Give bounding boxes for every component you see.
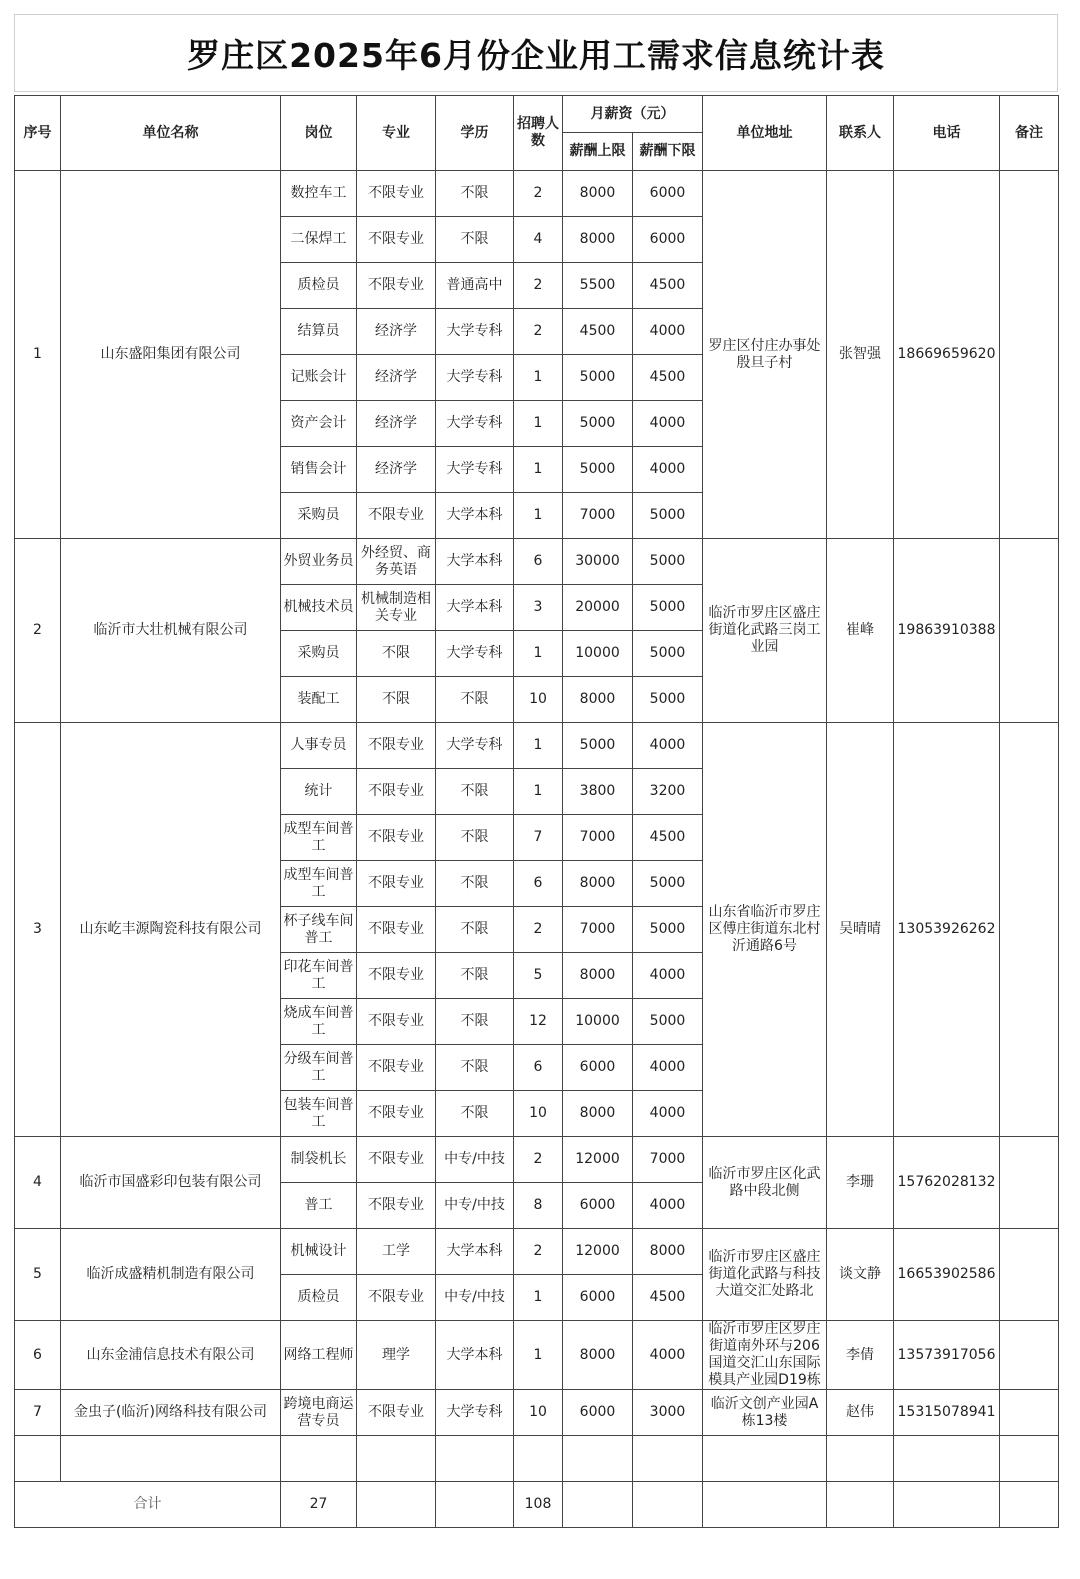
salary-min-cell: 4000: [633, 1091, 703, 1137]
count-cell: 6: [514, 1045, 563, 1091]
salary-min-cell: 4000: [633, 309, 703, 355]
header-salary-max: 薪酬上限: [563, 133, 633, 171]
count-cell: 2: [514, 309, 563, 355]
salary-max-cell: 8000: [563, 1091, 633, 1137]
salary-max-cell: 6000: [563, 1045, 633, 1091]
table-row: [15, 723, 1059, 769]
major-cell: 不限: [357, 631, 436, 677]
salary-min-cell: 4000: [633, 1183, 703, 1229]
position-cell: 机械设计: [281, 1229, 357, 1275]
education-cell: 大学本科: [436, 585, 514, 631]
education-cell: 大学专科: [436, 401, 514, 447]
position-cell: 二保焊工: [281, 217, 357, 263]
salary-max-cell: 3800: [563, 769, 633, 815]
contact-cell: 张智强: [827, 171, 894, 539]
header-major: 专业: [357, 96, 436, 171]
count-cell: 2: [514, 263, 563, 309]
salary-min-cell: 4000: [633, 953, 703, 999]
position-cell: 销售会计: [281, 447, 357, 493]
salary-max-cell: 20000: [563, 585, 633, 631]
education-cell: 不限: [436, 953, 514, 999]
position-cell: 质检员: [281, 1275, 357, 1321]
blank-cell: [281, 1436, 357, 1482]
salary-min-cell: 5000: [633, 999, 703, 1045]
phone-cell: 18669659620: [894, 171, 1000, 539]
salary-max-cell: 5000: [563, 447, 633, 493]
total-empty: [563, 1482, 633, 1528]
header-seq: 序号: [15, 96, 61, 171]
count-cell: 1: [514, 1275, 563, 1321]
count-cell: 12: [514, 999, 563, 1045]
seq-cell: 1: [15, 171, 61, 539]
salary-min-cell: 6000: [633, 217, 703, 263]
education-cell: 不限: [436, 1091, 514, 1137]
company-name-cell: 山东金浦信息技术有限公司: [61, 1321, 281, 1390]
education-cell: 不限: [436, 999, 514, 1045]
salary-min-cell: 4000: [633, 447, 703, 493]
salary-min-cell: 4500: [633, 815, 703, 861]
education-cell: 不限: [436, 171, 514, 217]
blank-row: [15, 1436, 1059, 1482]
contact-cell: 谈文静: [827, 1229, 894, 1321]
salary-min-cell: 4000: [633, 401, 703, 447]
note-cell: [1000, 1229, 1059, 1321]
position-cell: 质检员: [281, 263, 357, 309]
table-row: [15, 1390, 1059, 1436]
contact-cell: 吴晴晴: [827, 723, 894, 1137]
note-cell: [1000, 1321, 1059, 1390]
major-cell: 不限专业: [357, 1045, 436, 1091]
company-name-cell: 金虫子(临沂)网络科技有限公司: [61, 1390, 281, 1436]
major-cell: 不限专业: [357, 217, 436, 263]
total-empty: [633, 1482, 703, 1528]
salary-min-cell: 5000: [633, 861, 703, 907]
salary-min-cell: 5000: [633, 907, 703, 953]
note-cell: [1000, 1390, 1059, 1436]
salary-min-cell: 5000: [633, 631, 703, 677]
position-cell: 印花车间普工: [281, 953, 357, 999]
position-cell: 结算员: [281, 309, 357, 355]
salary-max-cell: 4500: [563, 309, 633, 355]
note-cell: [1000, 723, 1059, 1137]
blank-cell: [563, 1436, 633, 1482]
contact-cell: 李珊: [827, 1137, 894, 1229]
phone-cell: 16653902586: [894, 1229, 1000, 1321]
seq-cell: 4: [15, 1137, 61, 1229]
salary-max-cell: 10000: [563, 999, 633, 1045]
position-cell: 数控车工: [281, 171, 357, 217]
blank-cell: [894, 1436, 1000, 1482]
education-cell: 大学专科: [436, 723, 514, 769]
position-cell: 装配工: [281, 677, 357, 723]
count-cell: 2: [514, 1229, 563, 1275]
education-cell: 大学本科: [436, 1321, 514, 1390]
count-cell: 5: [514, 953, 563, 999]
education-cell: 大学专科: [436, 309, 514, 355]
salary-min-cell: 7000: [633, 1137, 703, 1183]
count-cell: 10: [514, 677, 563, 723]
salary-max-cell: 6000: [563, 1275, 633, 1321]
total-label: 合计: [15, 1482, 281, 1528]
title-box: [14, 14, 1058, 92]
salary-min-cell: 5000: [633, 585, 703, 631]
position-cell: 包装车间普工: [281, 1091, 357, 1137]
position-cell: 统计: [281, 769, 357, 815]
page-title: 罗庄区2025年6月份企业用工需求信息统计表: [187, 35, 885, 75]
major-cell: 外经贸、商务英语: [357, 539, 436, 585]
address-cell: 临沂市罗庄区罗庄街道南外环与206国道交汇山东国际模具产业园D19栋: [703, 1321, 827, 1390]
phone-cell: 13573917056: [894, 1321, 1000, 1390]
education-cell: 中专/中技: [436, 1183, 514, 1229]
education-cell: 不限: [436, 861, 514, 907]
major-cell: 不限专业: [357, 769, 436, 815]
count-cell: 2: [514, 171, 563, 217]
major-cell: 不限专业: [357, 493, 436, 539]
salary-min-cell: 4500: [633, 263, 703, 309]
position-cell: 采购员: [281, 493, 357, 539]
major-cell: 理学: [357, 1321, 436, 1390]
position-cell: 网络工程师: [281, 1321, 357, 1390]
salary-min-cell: 5000: [633, 677, 703, 723]
header-salary: 月薪资（元）: [563, 96, 703, 133]
total-empty: [436, 1482, 514, 1528]
salary-max-cell: 5000: [563, 355, 633, 401]
count-cell: 1: [514, 769, 563, 815]
table-body: [15, 171, 1059, 1436]
header-education: 学历: [436, 96, 514, 171]
count-cell: 4: [514, 217, 563, 263]
salary-max-cell: 8000: [563, 1321, 633, 1390]
salary-min-cell: 5000: [633, 539, 703, 585]
phone-cell: 15762028132: [894, 1137, 1000, 1229]
major-cell: 不限专业: [357, 723, 436, 769]
company-name-cell: 临沂市国盛彩印包装有限公司: [61, 1137, 281, 1229]
table-row: [15, 539, 1059, 585]
education-cell: 不限: [436, 1045, 514, 1091]
blank-cell: [633, 1436, 703, 1482]
contact-cell: 崔峰: [827, 539, 894, 723]
count-cell: 1: [514, 447, 563, 493]
major-cell: 不限专业: [357, 263, 436, 309]
major-cell: 经济学: [357, 401, 436, 447]
total-empty: [1000, 1482, 1059, 1528]
address-cell: 罗庄区付庄办事处殷旦子村: [703, 171, 827, 539]
table-row: [15, 1321, 1059, 1390]
salary-min-cell: 8000: [633, 1229, 703, 1275]
education-cell: 大学专科: [436, 447, 514, 493]
header-address: 单位地址: [703, 96, 827, 171]
position-cell: 烧成车间普工: [281, 999, 357, 1045]
salary-min-cell: 4000: [633, 1321, 703, 1390]
position-cell: 普工: [281, 1183, 357, 1229]
blank-cell: [436, 1436, 514, 1482]
education-cell: 大学专科: [436, 1390, 514, 1436]
education-cell: 中专/中技: [436, 1275, 514, 1321]
blank-cell: [357, 1436, 436, 1482]
major-cell: 机械制造相关专业: [357, 585, 436, 631]
count-cell: 1: [514, 355, 563, 401]
seq-cell: 3: [15, 723, 61, 1137]
blank-cell: [1000, 1436, 1059, 1482]
education-cell: 大学本科: [436, 1229, 514, 1275]
seq-cell: 6: [15, 1321, 61, 1390]
address-cell: 山东省临沂市罗庄区傅庄街道东北村沂通路6号: [703, 723, 827, 1137]
salary-min-cell: 3000: [633, 1390, 703, 1436]
blank-cell: [61, 1436, 281, 1482]
major-cell: 不限: [357, 677, 436, 723]
salary-max-cell: 5000: [563, 401, 633, 447]
total-empty: [894, 1482, 1000, 1528]
phone-cell: 19863910388: [894, 539, 1000, 723]
position-cell: 跨境电商运营专员: [281, 1390, 357, 1436]
count-cell: 1: [514, 401, 563, 447]
salary-max-cell: 7000: [563, 907, 633, 953]
total-row: [15, 1482, 1059, 1528]
address-cell: 临沂市罗庄区盛庄街道化武路与科技大道交汇处路北: [703, 1229, 827, 1321]
total-empty: [827, 1482, 894, 1528]
seq-cell: 2: [15, 539, 61, 723]
major-cell: 不限专业: [357, 815, 436, 861]
contact-cell: 赵伟: [827, 1390, 894, 1436]
header-salary-min: 薪酬下限: [633, 133, 703, 171]
education-cell: 不限: [436, 217, 514, 263]
salary-max-cell: 12000: [563, 1229, 633, 1275]
header-position: 岗位: [281, 96, 357, 171]
note-cell: [1000, 1137, 1059, 1229]
header-note: 备注: [1000, 96, 1059, 171]
salary-max-cell: 8000: [563, 677, 633, 723]
major-cell: 不限专业: [357, 999, 436, 1045]
header-phone: 电话: [894, 96, 1000, 171]
education-cell: 不限: [436, 677, 514, 723]
address-cell: 临沂市罗庄区盛庄街道化武路三岗工业园: [703, 539, 827, 723]
salary-min-cell: 4500: [633, 355, 703, 401]
header-row: [15, 96, 1059, 133]
position-cell: 制袋机长: [281, 1137, 357, 1183]
position-cell: 机械技术员: [281, 585, 357, 631]
table-row: [15, 1229, 1059, 1275]
salary-min-cell: 6000: [633, 171, 703, 217]
major-cell: 不限专业: [357, 1275, 436, 1321]
position-cell: 成型车间普工: [281, 861, 357, 907]
contact-cell: 李倩: [827, 1321, 894, 1390]
company-name-cell: 山东盛阳集团有限公司: [61, 171, 281, 539]
blank-cell: [514, 1436, 563, 1482]
major-cell: 不限专业: [357, 1390, 436, 1436]
salary-max-cell: 8000: [563, 861, 633, 907]
major-cell: 不限专业: [357, 171, 436, 217]
education-cell: 大学专科: [436, 355, 514, 401]
education-cell: 不限: [436, 815, 514, 861]
salary-min-cell: 3200: [633, 769, 703, 815]
position-cell: 人事专员: [281, 723, 357, 769]
education-cell: 大学专科: [436, 631, 514, 677]
major-cell: 不限专业: [357, 861, 436, 907]
count-cell: 3: [514, 585, 563, 631]
job-table: [14, 95, 1059, 1528]
address-cell: 临沂市罗庄区化武路中段北侧: [703, 1137, 827, 1229]
phone-cell: 15315078941: [894, 1390, 1000, 1436]
education-cell: 普通高中: [436, 263, 514, 309]
education-cell: 大学本科: [436, 539, 514, 585]
salary-max-cell: 30000: [563, 539, 633, 585]
salary-max-cell: 7000: [563, 493, 633, 539]
blank-cell: [15, 1436, 61, 1482]
major-cell: 不限专业: [357, 1183, 436, 1229]
count-cell: 7: [514, 815, 563, 861]
position-cell: 记账会计: [281, 355, 357, 401]
address-cell: 临沂文创产业园A栋13楼: [703, 1390, 827, 1436]
education-cell: 中专/中技: [436, 1137, 514, 1183]
major-cell: 经济学: [357, 355, 436, 401]
header-contact: 联系人: [827, 96, 894, 171]
company-name-cell: 山东屹丰源陶瓷科技有限公司: [61, 723, 281, 1137]
salary-max-cell: 8000: [563, 953, 633, 999]
education-cell: 不限: [436, 907, 514, 953]
count-cell: 10: [514, 1390, 563, 1436]
note-cell: [1000, 171, 1059, 539]
count-cell: 6: [514, 861, 563, 907]
table-row: [15, 171, 1059, 217]
salary-max-cell: 5500: [563, 263, 633, 309]
salary-min-cell: 5000: [633, 493, 703, 539]
salary-max-cell: 5000: [563, 723, 633, 769]
note-cell: [1000, 539, 1059, 723]
phone-cell: 13053926262: [894, 723, 1000, 1137]
header-count: 招聘人数: [514, 96, 563, 171]
education-cell: 不限: [436, 769, 514, 815]
position-cell: 分级车间普工: [281, 1045, 357, 1091]
salary-max-cell: 10000: [563, 631, 633, 677]
salary-max-cell: 7000: [563, 815, 633, 861]
count-cell: 1: [514, 1321, 563, 1390]
salary-max-cell: 6000: [563, 1183, 633, 1229]
salary-max-cell: 6000: [563, 1390, 633, 1436]
major-cell: 经济学: [357, 447, 436, 493]
salary-max-cell: 8000: [563, 171, 633, 217]
salary-min-cell: 4000: [633, 1045, 703, 1091]
company-name-cell: 临沂成盛精机制造有限公司: [61, 1229, 281, 1321]
salary-min-cell: 4500: [633, 1275, 703, 1321]
seq-cell: 7: [15, 1390, 61, 1436]
total-empty: [703, 1482, 827, 1528]
salary-max-cell: 12000: [563, 1137, 633, 1183]
header-company: 单位名称: [61, 96, 281, 171]
blank-cell: [703, 1436, 827, 1482]
major-cell: 工学: [357, 1229, 436, 1275]
education-cell: 大学本科: [436, 493, 514, 539]
position-cell: 成型车间普工: [281, 815, 357, 861]
major-cell: 不限专业: [357, 1137, 436, 1183]
count-cell: 2: [514, 1137, 563, 1183]
total-positions: 27: [281, 1482, 357, 1528]
salary-max-cell: 8000: [563, 217, 633, 263]
major-cell: 不限专业: [357, 1091, 436, 1137]
count-cell: 2: [514, 907, 563, 953]
count-cell: 1: [514, 723, 563, 769]
count-cell: 1: [514, 493, 563, 539]
major-cell: 经济学: [357, 309, 436, 355]
major-cell: 不限专业: [357, 907, 436, 953]
seq-cell: 5: [15, 1229, 61, 1321]
major-cell: 不限专业: [357, 953, 436, 999]
total-empty: [357, 1482, 436, 1528]
table-row: [15, 1137, 1059, 1183]
position-cell: 杯子线车间普工: [281, 907, 357, 953]
count-cell: 8: [514, 1183, 563, 1229]
position-cell: 资产会计: [281, 401, 357, 447]
count-cell: 10: [514, 1091, 563, 1137]
total-people: 108: [514, 1482, 563, 1528]
count-cell: 1: [514, 631, 563, 677]
position-cell: 采购员: [281, 631, 357, 677]
count-cell: 6: [514, 539, 563, 585]
company-name-cell: 临沂市大壮机械有限公司: [61, 539, 281, 723]
blank-cell: [827, 1436, 894, 1482]
salary-min-cell: 4000: [633, 723, 703, 769]
position-cell: 外贸业务员: [281, 539, 357, 585]
